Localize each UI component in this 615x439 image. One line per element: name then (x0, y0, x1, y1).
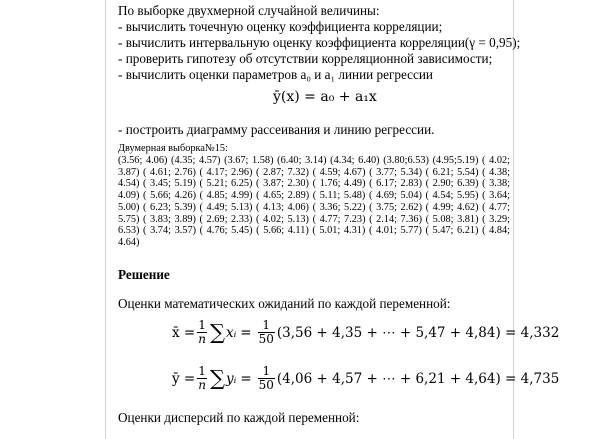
means-text: Оценки математических ожиданий по каждой переменной: (118, 296, 451, 311)
mean-x-equation: x̄ = $\frac{1}{n}$ ∑ xᵢ = $\frac{1}{50}$ (3,56 + 4,35 + ⋯ + 5,47 + 4,84) = 4,332 (172, 318, 560, 346)
mean-x-variable: xᵢ (225, 324, 237, 341)
page-margin-left (105, 0, 106, 439)
mean-y-expression: (4,06 + 4,57 + ⋯ + 6,21 + 4,64) = 4,735 (276, 370, 560, 387)
task-item: - построить диаграмму рассеивания и линию регрессии. (118, 122, 435, 137)
task-item: - вычислить оценки параметров a₀ и a₁ линии регрессии (118, 67, 433, 82)
task-item: - вычислить точечную оценку коэффициента корреляции; (118, 19, 443, 34)
sum-symbol-icon: ∑ (209, 366, 225, 390)
variances-text: Оценки дисперсий по каждой переменной: (118, 410, 360, 425)
mean-y-variable: yᵢ (225, 370, 237, 387)
sample-data: (3.56; 4.06) (4.35; 4.57) (3.67; 1.58) (6.40; 3.14) (4.34; 6.40) (3.80;6.53) (4.95;5.19) ( 4.02; 3.87) ( 4.61; 2.76) ( 4.17; 2.96) ( 2.87; 7.32) ( 4.59; 4.67) ( 3.77; 5.34) ( 6.21; 5.54) ( 4.38; 4.54) ( 3.45; 5.19) ( 5.21; 6.25) ( 3.87; 2.30) ( 1.76; 4.49) ( 6.17; 2.83) ( 2.90; 6.39) ( 3.38; 4.09) ( 5.66; 4.26) ( 4.85; 4.99) ( 4.65; 2.89) ( 5.11; 5.48) ( 4.69; 5.04) ( 4.54; 5.95) ( 3.64; 5.00) ( 6.23; 5.39) ( 4.49; 5.13) ( 4.13; 4.06) ( 3.36; 5.22) ( 3.75; 2.62) ( 4.99; 4.62) ( 4.77; 5.75) ( 3.83; 3.89) ( 2.69; 2.33) ( 4.02; 5.13) ( 4.77; 7.23) ( 2.14; 7.36) ( 5.08; 3.81) ( 3.29; 6.53) ( 3.74; 3.57) ( 4.76; 5.45) ( 5.66; 4.11) ( 5.01; 4.31) ( 4.01; 5.77) ( 5.47; 6.21) ( 4.84; 4.64) (118, 155, 510, 248)
fraction-one-over-fifty: $\frac{1}{50}$ (258, 318, 274, 346)
mean-x-expression: (3,56 + 4,35 + ⋯ + 5,47 + 4,84) = 4,332 (276, 324, 560, 341)
fraction-one-over-fifty: $\frac{1}{50}$ (258, 364, 274, 392)
sum-symbol-icon: ∑ (209, 320, 225, 344)
fraction-one-over-n: $\frac{1}{n}$ (198, 318, 206, 346)
task-item: - вычислить интервальную оценку коэффициента корреляции(γ = 0,95); (118, 35, 521, 50)
mean-y-lhs: ȳ = (172, 370, 196, 387)
mean-y-equation: ȳ = $\frac{1}{n}$ ∑ yᵢ = $\frac{1}{50}$ (4,06 + 4,57 + ⋯ + 6,21 + 4,64) = 4,735 (172, 364, 560, 392)
fraction-one-over-n: $\frac{1}{n}$ (198, 364, 206, 392)
mean-x-lhs: x̄ = (172, 324, 196, 341)
intro-line: По выборке двухмерной случайной величины: (118, 3, 380, 18)
task-item: - проверить гипотезу об отсутствии корреляционной зависимости; (118, 51, 493, 66)
sample-title: Двумерная выборка№15: (118, 143, 228, 154)
solution-heading: Решение (118, 267, 170, 282)
regression-formula: ȳ(x) = a₀ + a₁x (273, 89, 377, 105)
